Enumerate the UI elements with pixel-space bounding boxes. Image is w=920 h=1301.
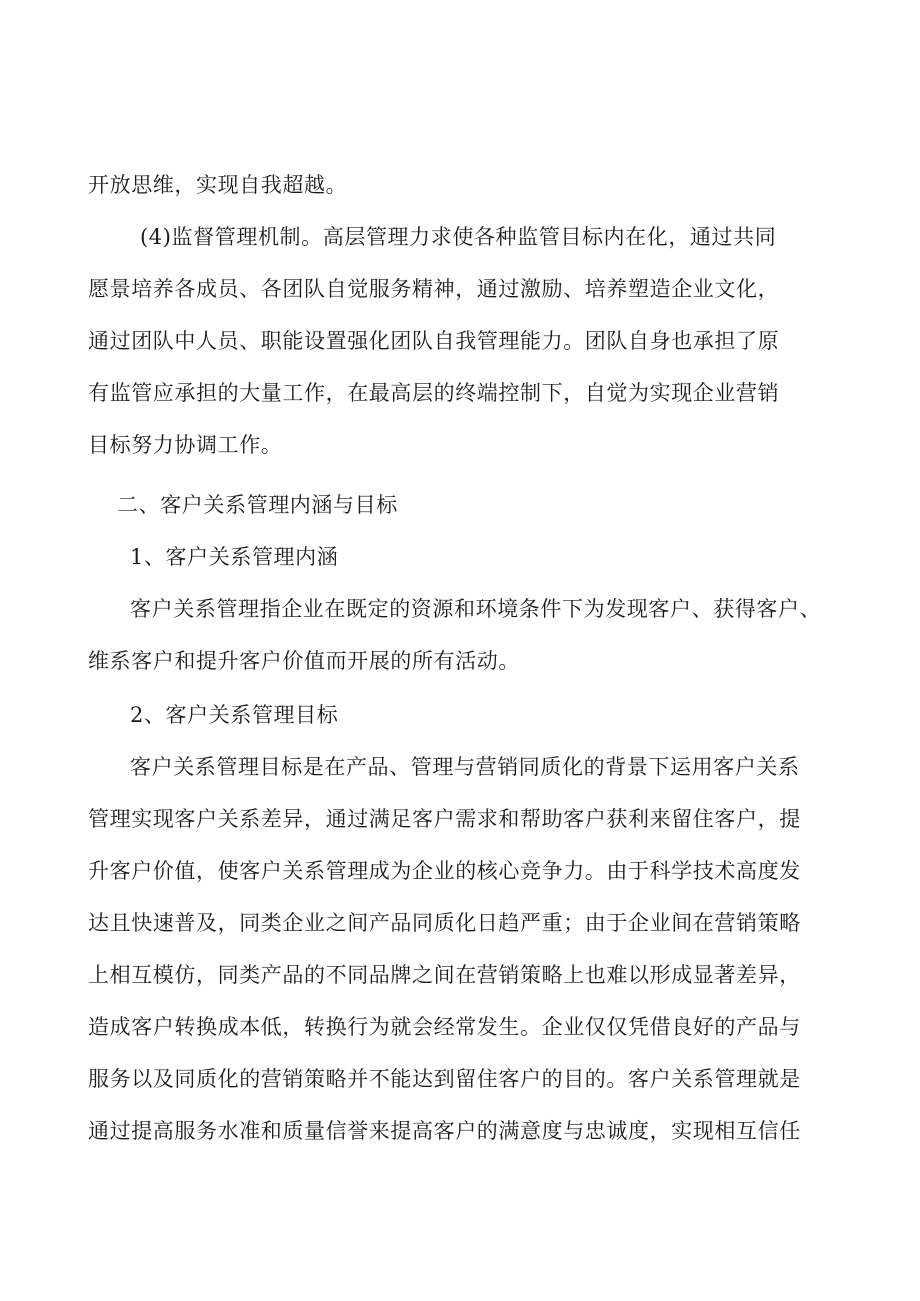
body-text-line: 通过团队中人员、职能设置强化团队自我管理能力。团队自身也承担了原 [88, 329, 780, 353]
body-text-line: 达且快速普及，同类企业之间产品同质化日趋严重；由于企业间在营销策略 [88, 911, 801, 935]
body-text-line: 造成客户转换成本低，转换行为就会经常发生。企业仅仅凭借良好的产品与 [88, 1015, 801, 1039]
body-text-line: 通过提高服务水准和质量信誉来提高客户的满意度与忠诚度，实现相互信任 [88, 1119, 801, 1143]
body-text-line: 目标努力协调工作。 [88, 433, 283, 457]
body-text-line: 上相互模仿，同类产品的不同品牌之间在营销策略上也难以形成显著差异， [88, 963, 801, 987]
paragraph-start: 客户关系管理目标是在产品、管理与营销同质化的背景下运用客户关系 [130, 755, 800, 779]
subsection-heading-2: 2、客户关系管理目标 [130, 703, 339, 727]
body-text-line: 开放思维，实现自我超越。 [88, 173, 348, 197]
body-text-line: 维系客户和提升客户价值而开展的所有活动。 [88, 649, 520, 673]
section-heading: 二、客户关系管理内涵与目标 [117, 493, 398, 517]
paragraph-start: 客户关系管理指企业在既定的资源和环境条件下为发现客户、获得客户、 [130, 597, 822, 621]
list-item-4-start: (4)监督管理机制。高层管理力求使各种监管目标内在化，通过共同 [140, 225, 777, 249]
body-text-line: 升客户价值，使客户关系管理成为企业的核心竞争力。由于科学技术高度发 [88, 859, 801, 883]
body-text-line: 有监管应承担的大量工作，在最高层的终端控制下，自觉为实现企业营销 [88, 381, 780, 405]
body-text-line: 愿景培养各成员、各团队自觉服务精神，通过激励、培养塑造企业文化， [88, 277, 780, 301]
body-text-line: 服务以及同质化的营销策略并不能达到留住客户的目的。客户关系管理就是 [88, 1067, 801, 1091]
body-text-line: 管理实现客户关系差异，通过满足客户需求和帮助客户获利来留住客户，提 [88, 807, 801, 831]
subsection-heading-1: 1、客户关系管理内涵 [130, 545, 339, 569]
